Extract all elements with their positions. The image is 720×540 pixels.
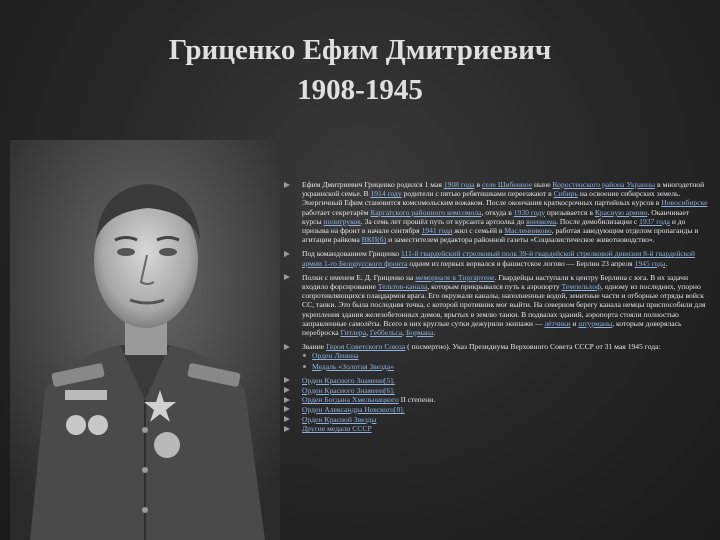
link-award-red-banner-2[interactable]: Орден Красного Знамени[6]. [302, 385, 395, 395]
hero-awards-sublist [302, 351, 710, 370]
title-years: 1908-1945 [297, 74, 423, 106]
link-navigators[interactable]: штурманы [578, 318, 613, 328]
link-village[interactable]: селе Шибенное [481, 180, 533, 189]
link-order-lenin[interactable]: Орден Ленина [312, 351, 359, 361]
bio-item-berlin: Под командованием Гриценко 111-й гвардейский стрелковый полк 39-й гвардейской стрелковой дивизии 8-й гвардейской армии 1-го Белорусского фронта одним из первых ворвался в фашистское логово — Берлин 23 апреля 1945 года. [282, 249, 710, 267]
arrow-bullet-icon [284, 274, 290, 280]
link-maslennikovo[interactable]: Масленниково [504, 226, 552, 236]
arrow-bullet-icon [284, 416, 290, 422]
sub-item-order-lenin [302, 351, 710, 360]
link-politruk[interactable]: политруков [323, 216, 361, 226]
link-komsomol[interactable]: Каргатского районного комсомола [370, 207, 482, 217]
award-item-red-banner-2 [282, 386, 710, 395]
link-voenkom[interactable]: военкома [526, 216, 557, 226]
link-award-red-banner-1[interactable]: Орден Красного Знамени[5]. [302, 375, 395, 385]
award-item-khmelnitsky: Орден Богдана Хмельницкого II степени. [282, 395, 710, 404]
award-item-red-banner-1 [282, 376, 710, 385]
link-1914[interactable]: 1914 году [370, 189, 402, 199]
link-goebbels[interactable]: Геббельса [369, 328, 403, 338]
link-vkpb[interactable]: ВКП(б) [361, 235, 387, 245]
portrait-photo [10, 140, 280, 540]
bio-item-early-life: Ефим Дмитриевич Гриценко родился 1 мая 1908 года в селе Шибенное ныне Коростенского района Украины в многодетной украинской семье. В 1914 году родители с пятью ребятишками переезжают в Сибирь на освоение сибирских земель. Энергичный Ефим становится комсомольским вожаком. После окончания краткосрочных партийных курсов в Новосибирске работает секретарём Каргатского районного комсомола, откуда в 1930 году призывается в Красную армию. Оканчивает курсы политруков. За семь лет прошёл путь от курсанта артполка до военкома. После демобилизации с 1937 года и до призыва на фронт в начале сентября 1941 года жил с семьёй в Масленниково, работая заведующим отделом пропаганды и агитации райкома ВКП(б) и заместителем редактора районной газеты «Социалистическое животноводство». [282, 180, 710, 244]
link-bormann[interactable]: Бормана [405, 328, 434, 338]
link-district[interactable]: Коростенского района Украины [552, 180, 656, 189]
link-hitler[interactable]: Гитлера [340, 328, 367, 338]
arrow-bullet-icon [284, 406, 290, 412]
link-award-red-star[interactable]: Орден Красной Звезды [302, 414, 377, 424]
arrow-bullet-icon [284, 344, 290, 350]
biography-list [282, 180, 710, 536]
award-item-nevsky [282, 405, 710, 414]
award-item-red-star [282, 415, 710, 424]
bio-item-tiergarten: Полки с именем Е. Д. Гриценко на мемориале в Тиргартене. Гвардейцы наступали к центру Берлина с юга. В их задачи входило форсирование Тельтов-канала, которым прикрывался путь к аэропорту Темпельхоф, одному из последних, упорно сопротивляющихся плацдармов врага. Его окружали каналы, наполненные водой, зенитные части и отборные отряды войск СС, танки. Это была последняя точка, с которой противник мог выйти. На северном берегу канала немцы приспособили для укрепления здания железобетонных домов, врытых в землю танки. В подвалах зданий, аэропорта стояли полностью заправленные самолёты. Всего в них круглые сутки дежурили экипажи — лётчики и штурманы, которым доверялась переброска Гитлера, Геббельса, Бормана. [282, 273, 710, 337]
arrow-bullet-icon [284, 387, 290, 393]
link-1930[interactable]: 1930 году [513, 207, 545, 217]
link-1941[interactable]: 1941 года [421, 226, 453, 236]
link-tempelhof[interactable]: Темпельхоф [561, 282, 601, 292]
link-memorial[interactable]: мемориале в Тиргартене [415, 272, 495, 282]
link-other-medals[interactable]: Другие медали СССР [302, 424, 372, 434]
link-birth-year[interactable]: 1908 года [443, 180, 475, 189]
link-pilots[interactable]: лётчики [544, 318, 571, 328]
link-red-army[interactable]: Красную армию [594, 207, 648, 217]
slide-title [0, 30, 720, 110]
link-award-nevsky[interactable]: Орден Александра Невского[8]. [302, 404, 405, 414]
title-name: Гриценко Ефим Дмитриевич [168, 34, 552, 66]
link-gold-star[interactable]: Медаль «Золотая Звезда» [312, 361, 395, 371]
link-siberia[interactable]: Сибирь [553, 189, 578, 199]
arrow-bullet-icon [284, 426, 290, 432]
link-teltow-canal[interactable]: Тельтов-канала [377, 282, 428, 292]
sub-item-gold-star [302, 362, 710, 371]
link-1937[interactable]: 1937 года [639, 216, 670, 226]
link-regiment[interactable]: 111-й гвардейский стрелковый полк 39-й гвардейской стрелковой дивизии 8-й гвардейской армии 1-го Белорусского фронта [302, 249, 695, 268]
link-novosibirsk[interactable]: Новосибирске [661, 198, 708, 208]
arrow-bullet-icon [284, 251, 290, 257]
portrait-image [10, 140, 280, 540]
arrow-bullet-icon [284, 377, 290, 383]
bio-item-hero-title: Звание Героя Советского Союза ( посмертно). Указ Президиума Верховного Совета СССР от 31 мая 1945 года: Орден Ленина Медаль «Золотая Звезда» [282, 342, 710, 371]
dot-bullet-icon [303, 354, 306, 357]
dot-bullet-icon [303, 365, 306, 368]
link-1945[interactable]: 1945 года [634, 258, 666, 268]
award-item-other-medals [282, 424, 710, 433]
arrow-bullet-icon [284, 182, 290, 188]
link-award-khmelnitsky[interactable]: Орден Богдана Хмельницкого [302, 395, 399, 405]
arrow-bullet-icon [284, 397, 290, 403]
link-hero[interactable]: Героя Советского Союза [326, 342, 406, 352]
